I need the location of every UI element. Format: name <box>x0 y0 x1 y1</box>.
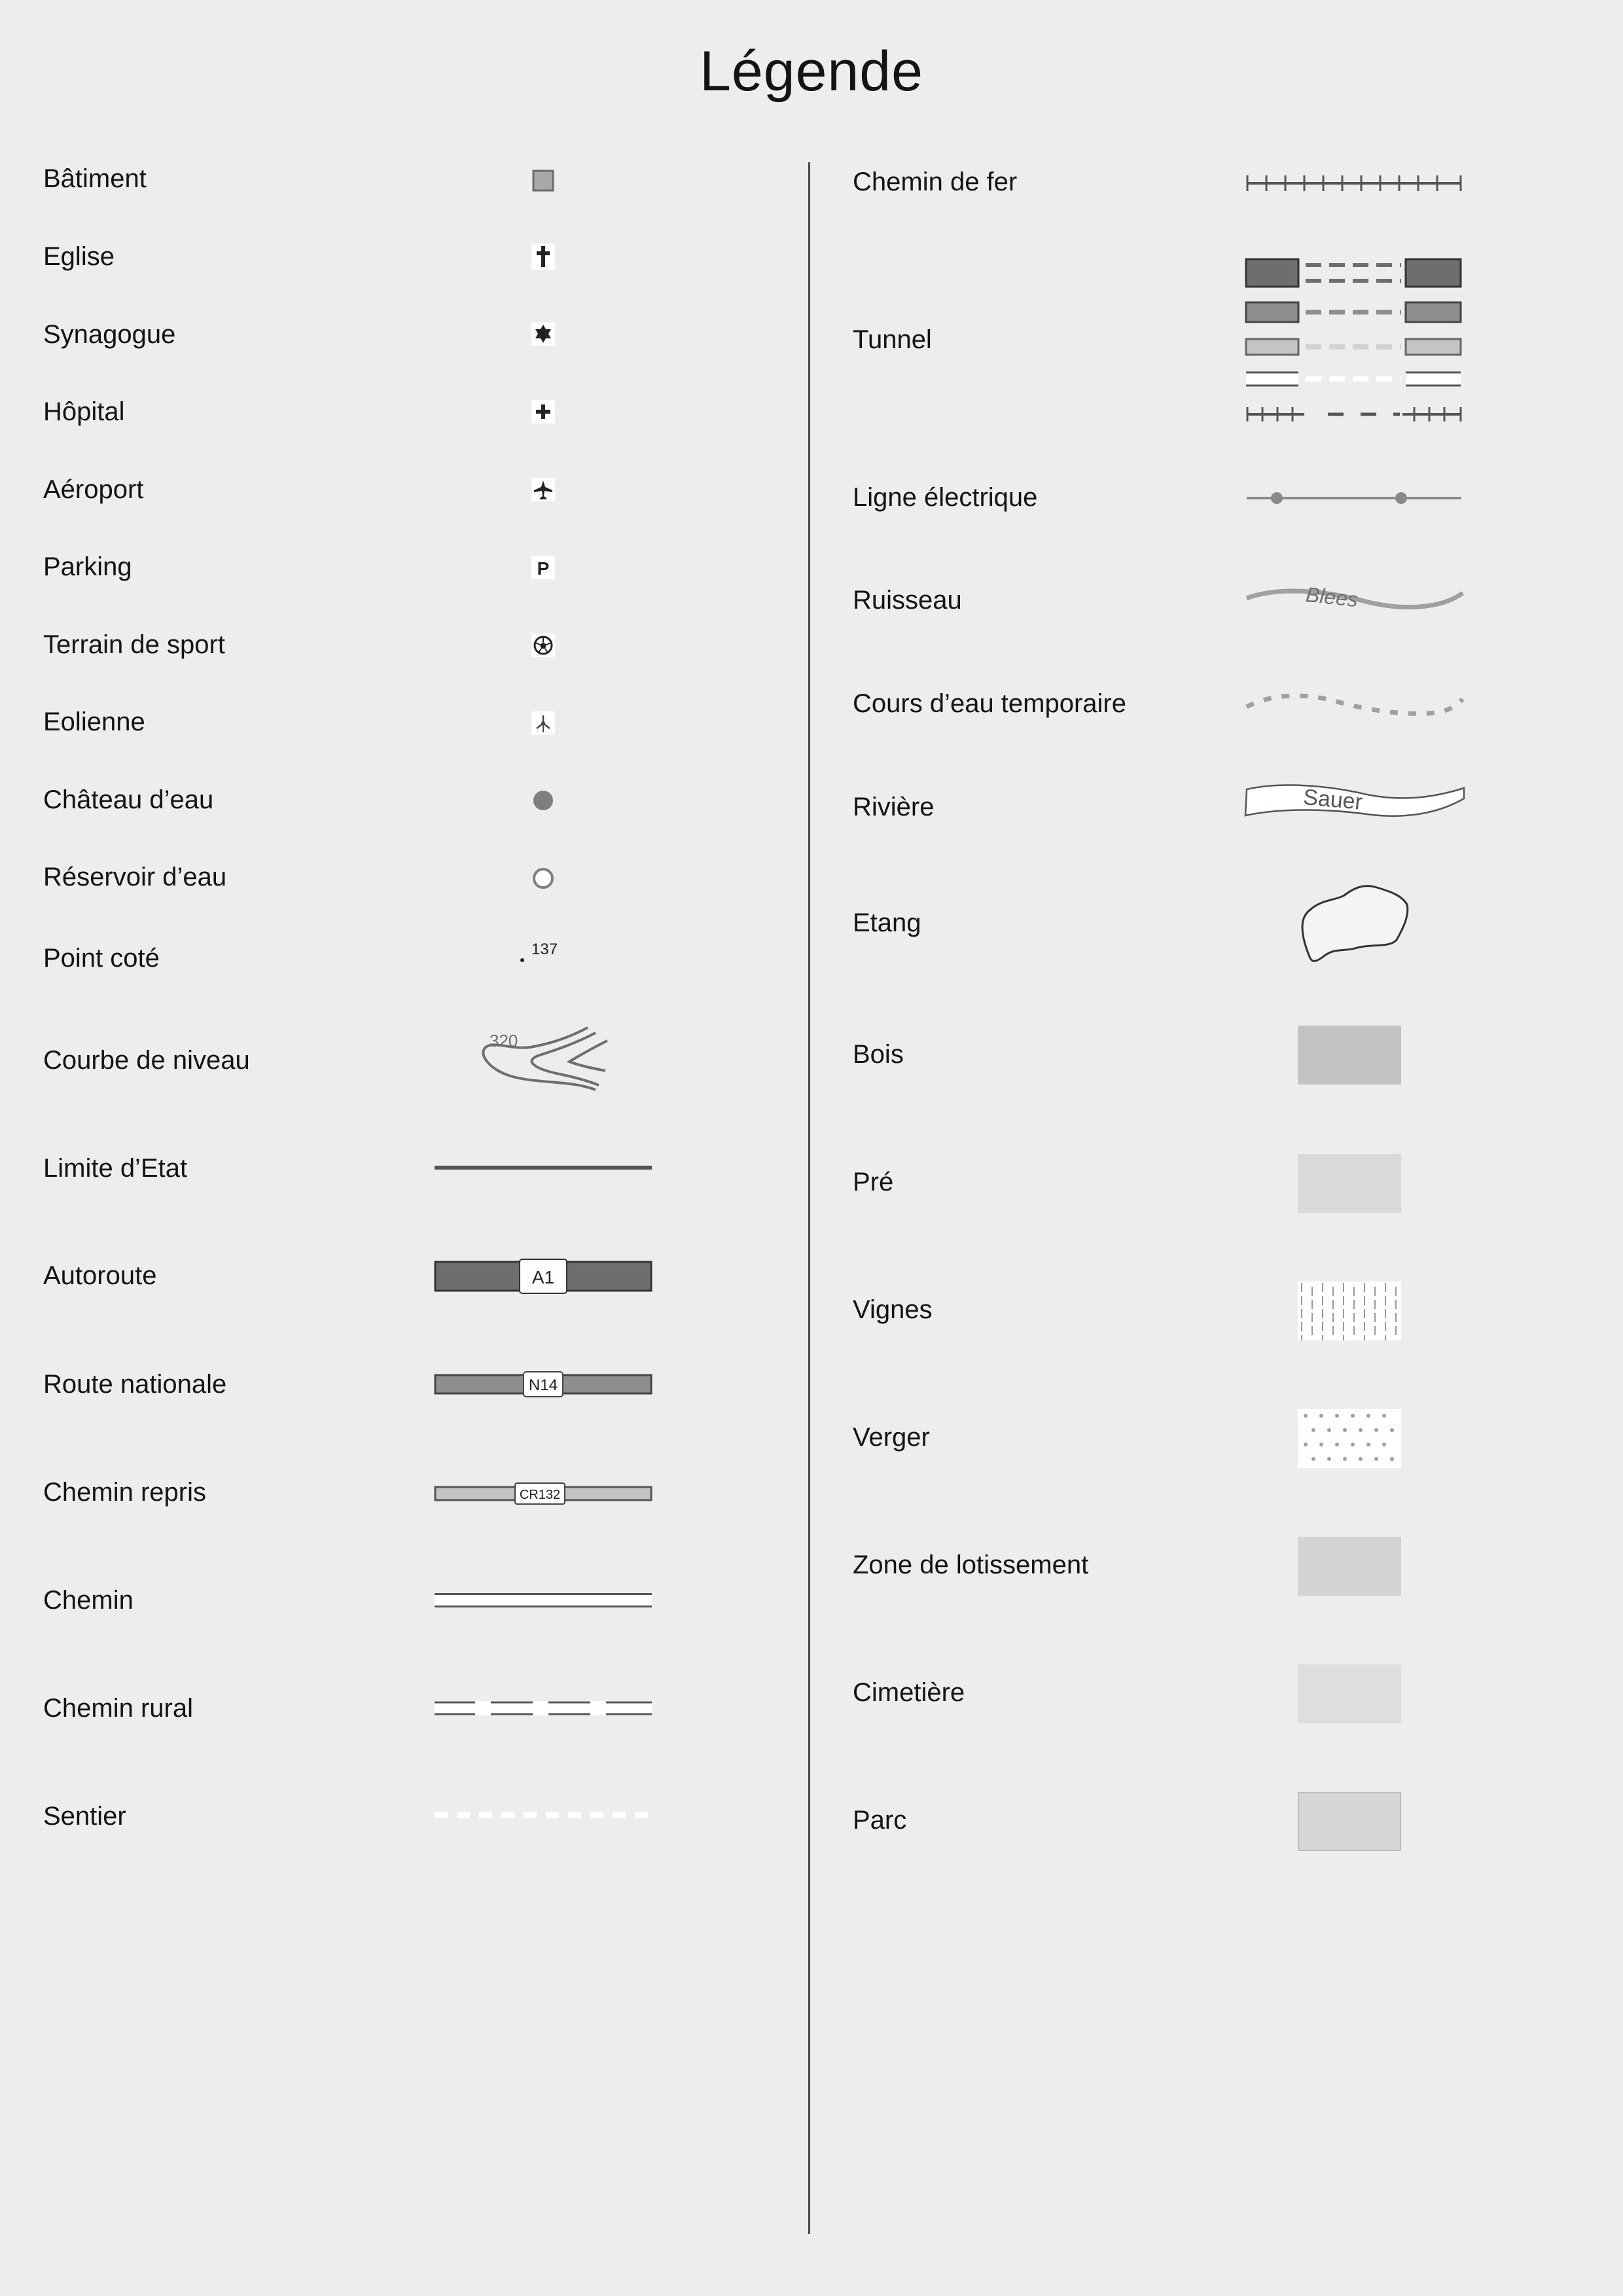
star-of-david-icon <box>531 322 555 346</box>
building-icon <box>531 169 555 192</box>
legend-label: Cimetière <box>853 1678 965 1707</box>
river-icon <box>1243 779 1468 831</box>
park-icon <box>1298 1792 1401 1851</box>
hospital-cross-icon <box>531 400 555 423</box>
legend-label: Route nationale <box>43 1370 227 1399</box>
vineyard-icon <box>1298 1282 1401 1340</box>
legend-label: Pré <box>853 1168 894 1196</box>
rural-path-icon <box>435 1699 652 1717</box>
legend-label: Réservoir d’eau <box>43 863 227 891</box>
meadow-icon <box>1298 1154 1401 1213</box>
legend-label: Chemin <box>43 1586 134 1615</box>
contour-line-icon <box>471 1021 615 1100</box>
legend-label: Ligne électrique <box>853 483 1038 512</box>
legend-label: Chemin de fer <box>853 168 1018 196</box>
state-border-icon <box>435 1161 652 1174</box>
housing-area-icon <box>1298 1537 1401 1596</box>
motorway-shield: A1 <box>531 1267 555 1287</box>
motorway-icon <box>435 1258 652 1295</box>
spot-height-icon <box>518 940 571 966</box>
tunnel-icon <box>1245 257 1463 428</box>
parking-icon <box>531 556 555 579</box>
parking-glyph: P <box>537 558 550 579</box>
legend-label: Point coté <box>43 944 160 973</box>
legend-label: Eglise <box>43 242 115 271</box>
pond-icon <box>1298 881 1411 966</box>
legend-label: Etang <box>853 908 921 937</box>
legend-label: Hôpital <box>43 397 125 426</box>
column-divider <box>808 162 810 2234</box>
water-reservoir-icon <box>531 867 555 890</box>
legend-label: Chemin repris <box>43 1478 206 1507</box>
legend-label: Autoroute <box>43 1261 157 1290</box>
legend-label: Limite d’Etat <box>43 1154 188 1183</box>
path-icon <box>435 1590 652 1610</box>
wind-turbine-icon <box>531 711 555 735</box>
legend-label: Rivière <box>853 793 935 821</box>
stream-name: Blees <box>1304 583 1359 612</box>
river-name: Sauer <box>1302 785 1364 815</box>
spot-height-value: 137 <box>531 941 558 958</box>
trail-icon <box>435 1810 652 1820</box>
national-road-shield: N14 <box>528 1376 558 1394</box>
power-line-icon <box>1245 490 1463 507</box>
legend-label: Aéroport <box>43 475 144 504</box>
stream-icon <box>1245 575 1465 620</box>
legend-label: Eolienne <box>43 708 145 736</box>
railway-icon <box>1245 173 1463 194</box>
legend-label: Vignes <box>853 1295 933 1324</box>
legend-label: Bâtiment <box>43 164 147 193</box>
contour-value: 320 <box>490 1031 518 1050</box>
legend-label: Ruisseau <box>853 586 962 615</box>
legend-label: Sentier <box>43 1802 126 1831</box>
legend-title: Légende <box>700 40 923 103</box>
legend-label: Chemin rural <box>43 1694 193 1723</box>
orchard-icon <box>1298 1409 1401 1468</box>
legend-label: Courbe de niveau <box>43 1046 250 1075</box>
legend-label: Parking <box>43 552 132 581</box>
airplane-icon <box>530 476 556 503</box>
legend-label: Synagogue <box>43 320 176 349</box>
national-road-icon <box>435 1370 652 1399</box>
water-tower-icon <box>531 789 555 812</box>
legend-label: Zone de lotissement <box>853 1551 1089 1579</box>
soccer-ball-icon <box>531 634 555 657</box>
county-road-icon <box>435 1480 652 1507</box>
legend-label: Bois <box>853 1040 904 1069</box>
forest-icon <box>1298 1026 1401 1085</box>
temporary-stream-icon <box>1245 685 1465 721</box>
legend-label: Verger <box>853 1423 930 1452</box>
legend-label: Terrain de sport <box>43 630 225 659</box>
legend-label: Château d’eau <box>43 785 214 814</box>
legend-label: Parc <box>853 1806 907 1835</box>
legend-label: Cours d’eau temporaire <box>853 689 1126 718</box>
legend-label: Tunnel <box>853 325 932 354</box>
church-cross-icon <box>531 243 555 270</box>
cemetery-icon <box>1298 1664 1401 1723</box>
county-road-shield: CR132 <box>519 1488 561 1502</box>
